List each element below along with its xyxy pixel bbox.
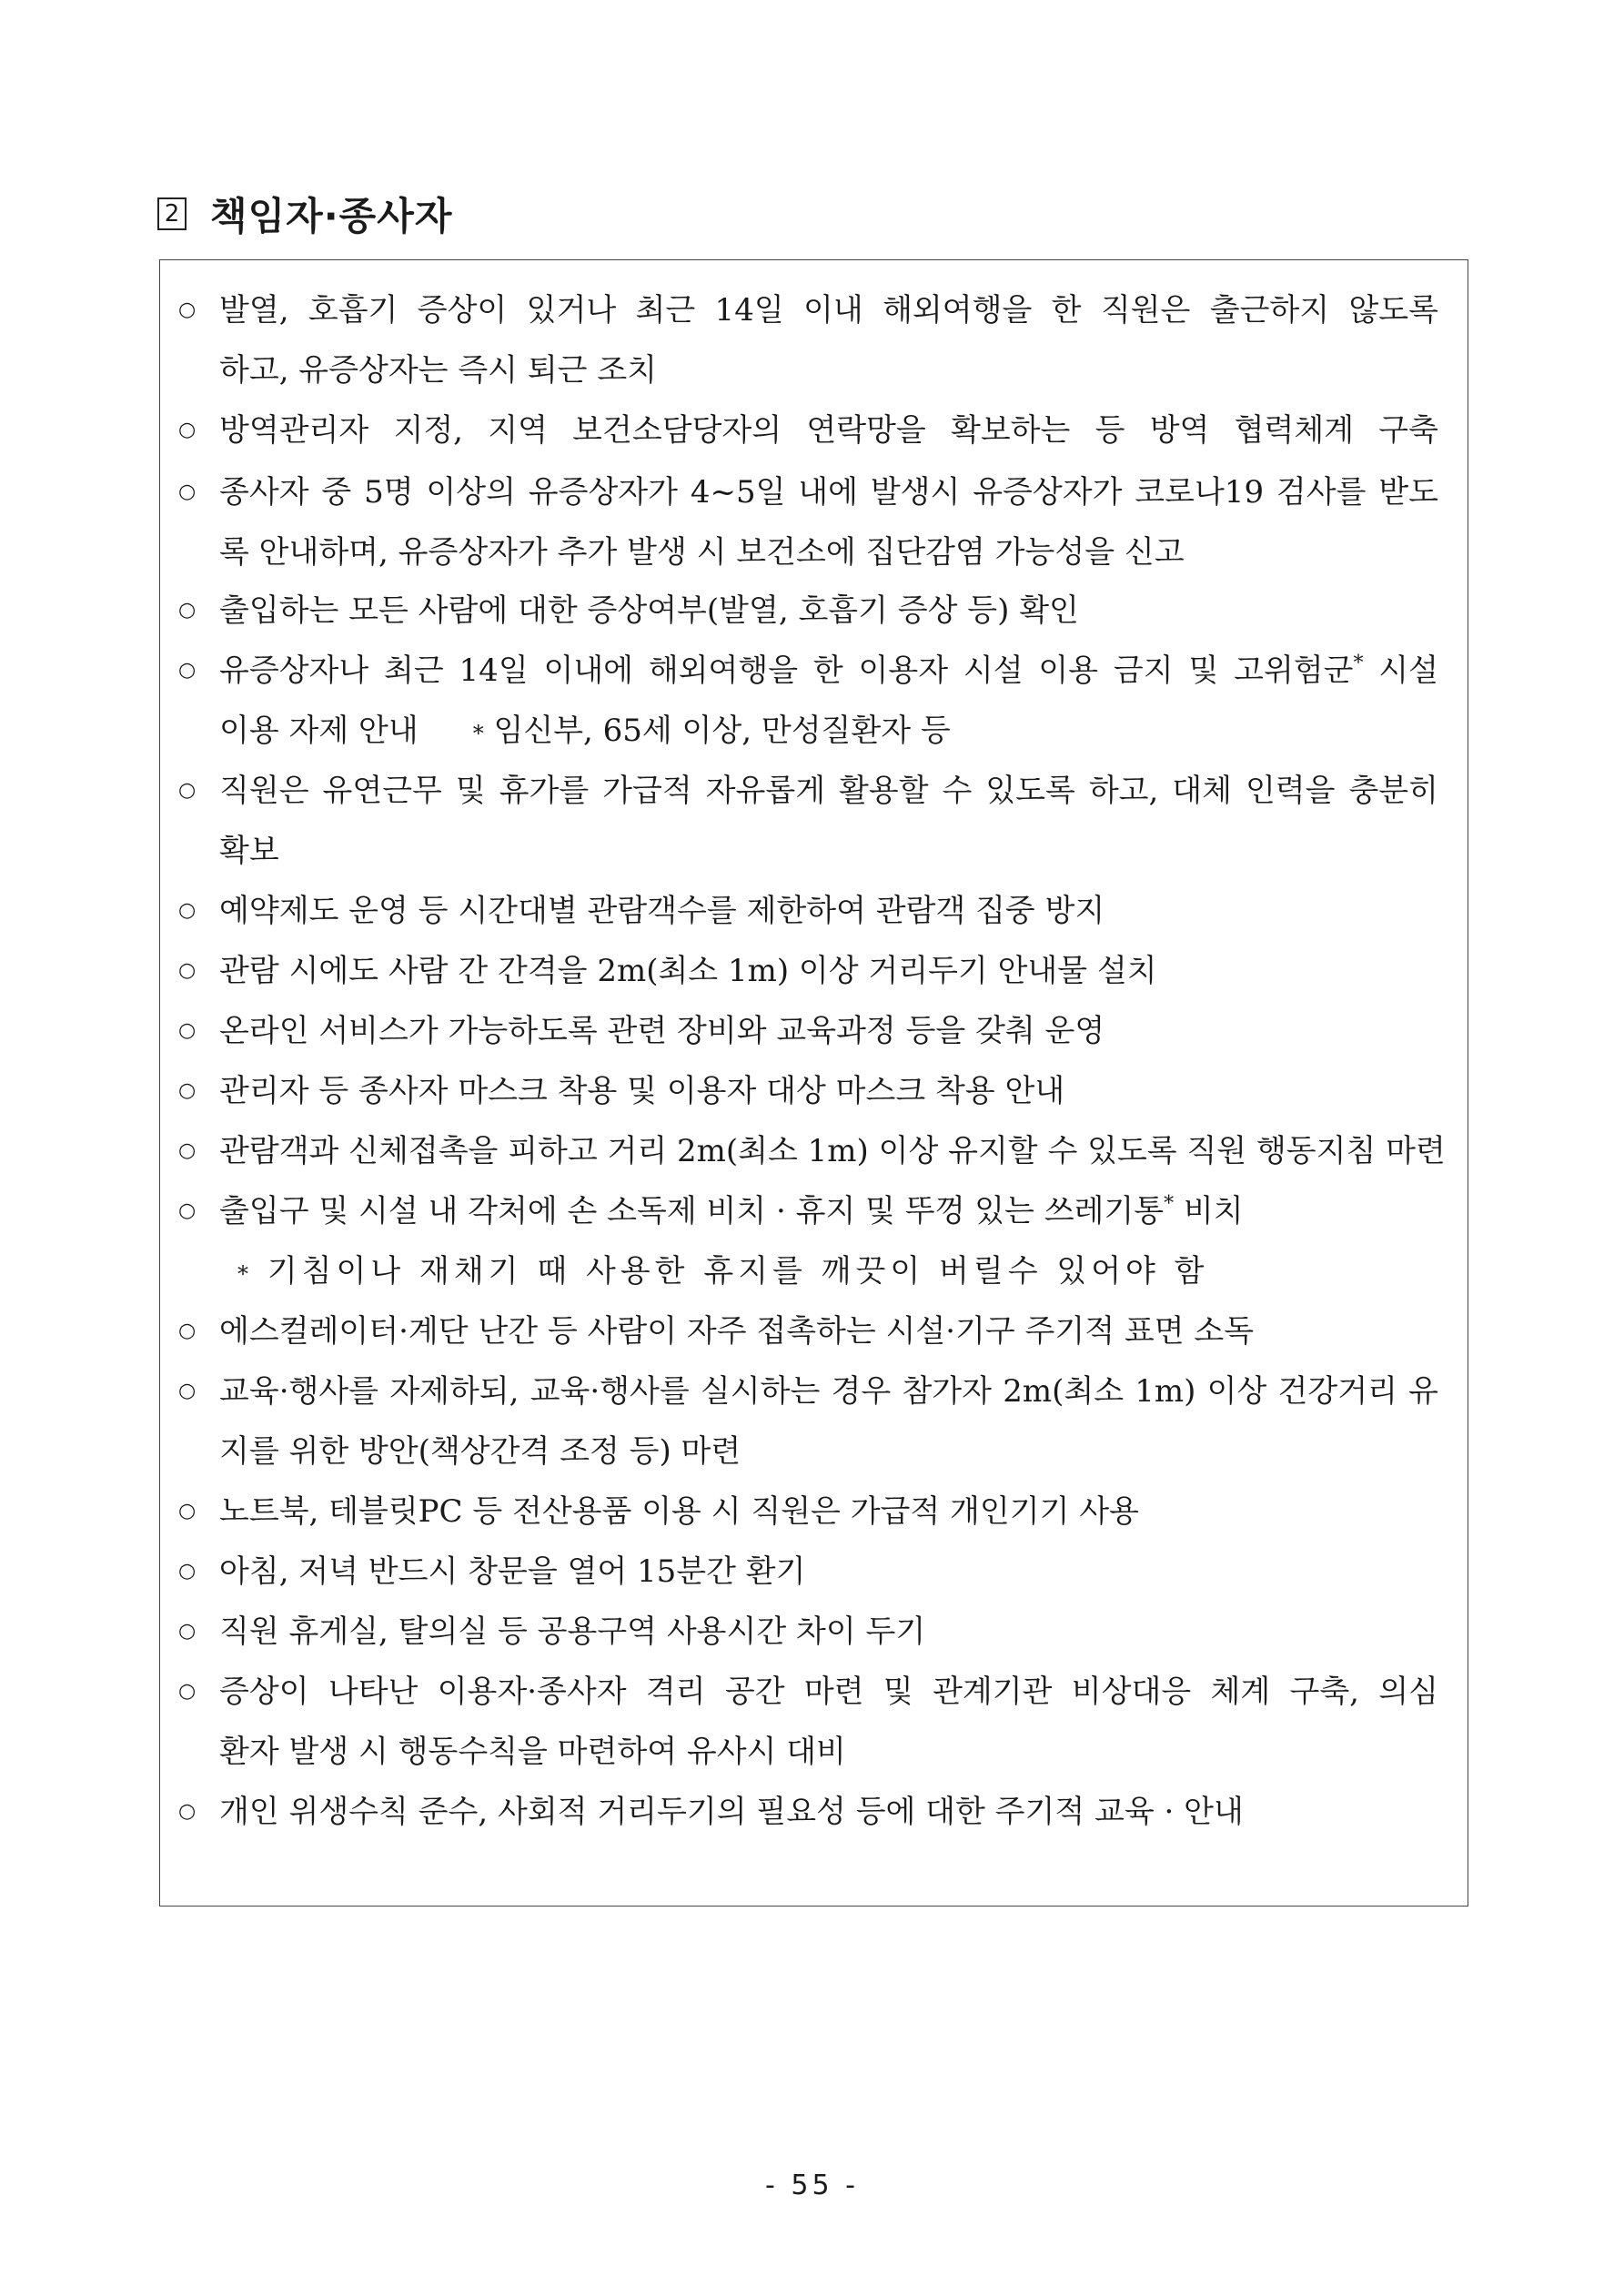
bullet-icon: ○ [178,1680,197,1703]
bullet-icon: ○ [178,1139,197,1162]
bullet-icon: ○ [178,1079,197,1102]
list-item-line: 직원은 유연근무 및 휴가를 가급적 자유롭게 활용할 수 있도록 하고, 대체 인력을 충분히 [219,773,1438,809]
bullet-icon: ○ [178,1620,197,1643]
list-item-line: 관람 시에도 사람 간 간격을 2m(최소 1m) 이상 거리두기 안내물 설치 [219,953,1157,989]
bullet-icon: ○ [178,1199,197,1222]
note-asterisk: * [237,1261,253,1287]
list-item-line: 에스컬레이터·계단 난간 등 사람이 자주 접촉하는 시설·기구 주기적 표면 소독 [219,1313,1255,1350]
list-item-line: 하고, 유증상자는 즉시 퇴근 조치 [219,352,658,389]
list-item-line: 종사자 중 5명 이상의 유증상자가 4~5일 내에 발생시 유증상자가 코로나19 검사를 받도 [219,474,1438,511]
list-item-line: 아침, 저녁 반드시 창문을 열어 15분간 환기 [219,1553,806,1590]
bullet-icon: ○ [178,659,197,682]
list-item-line: 증상이 나타난 이용자·종사자 격리 공간 마련 및 관계기관 비상대응 체계 구축, 의심 [219,1674,1438,1710]
list-item-line: 노트북, 테블릿PC 등 전산용품 이용 시 직원은 가급적 개인기기 사용 [219,1493,1139,1530]
list-item-line: 유증상자나 최근 14일 이내에 해외여행을 한 이용자 시설 이용 금지 및 고위험군* 시설 [219,652,1438,689]
list-item-line: 개인 위생수칙 준수, 사회적 거리두기의 필요성 등에 대한 주기적 교육 · 안내 [219,1794,1244,1830]
note-asterisk: * [472,721,484,746]
section-title: 책임자·종사자 [210,194,453,238]
list-item-line: 관람객과 신체접촉을 피하고 거리 2m(최소 1m) 이상 유지할 수 있도록 직원 행동지침 마련 [219,1133,1446,1169]
bullet-icon: ○ [178,959,197,982]
bullet-icon: ○ [178,298,197,321]
list-item-line: 온라인 서비스가 가능하도록 관련 장비와 교육과정 등을 갖춰 운영 [219,1013,1105,1049]
bullet-icon: ○ [178,1500,197,1522]
list-item-line: 록 안내하며, 유증상자가 추가 발생 시 보건소에 집단감염 가능성을 신고 [219,534,1185,571]
section-heading [157,187,452,241]
section-number-box: 2 [157,197,187,230]
list-item-line: 지를 위한 방안(책상간격 조정 등) 마련 [219,1433,741,1470]
bullet-icon: ○ [178,1560,197,1583]
bullet-icon: ○ [178,599,197,622]
bullet-icon: ○ [178,1019,197,1042]
bullet-icon: ○ [178,1320,197,1342]
content-box [159,259,1468,1907]
list-item-line: 직원 휴게실, 탈의실 등 공용구역 사용시간 차이 두기 [219,1613,926,1650]
list-item-line: 방역관리자 지정, 지역 보건소담당자의 연락망을 확보하는 등 방역 협력체계 구축 [219,412,1438,449]
list-item-line: 출입하는 모든 사람에 대한 증상여부(발열, 호흡기 증상 등) 확인 [219,592,1079,629]
bullet-icon: ○ [178,899,197,922]
list-item-line: 출입구 및 시설 내 각처에 손 소독제 비치 · 휴지 및 뚜껑 있는 쓰레기통* 비치 [219,1192,1244,1229]
footnote-star: * [1353,652,1364,675]
list-item-line: 이용 자제 안내 * 임신부, 65세 이상, 만성질환자 등 [219,713,951,749]
list-item-line: 예약제도 운영 등 시간대별 관람객수를 제한하여 관람객 집중 방지 [219,893,1105,929]
bullet-icon: ○ [178,1800,197,1823]
list-item-line: 교육·행사를 자제하되, 교육·행사를 실시하는 경우 참가자 2m(최소 1m) 이상 건강거리 유 [219,1373,1438,1410]
footnote-star: * [1164,1192,1175,1216]
bullet-icon: ○ [178,480,197,503]
inline-note: 임신부, 65세 이상, 만성질환자 등 [493,713,951,749]
list-item-line: 관리자 등 종사자 마스크 착용 및 이용자 대상 마스크 착용 안내 [219,1073,1065,1109]
bullet-icon: ○ [178,1380,197,1402]
list-item-line: 발열, 호흡기 증상이 있거나 최근 14일 이내 해외여행을 한 직원은 출근하지 않도록 [219,292,1438,329]
footnote: * 기침이나 재채기 때 사용한 휴지를 깨끗이 버릴수 있어야 함 [237,1253,1209,1290]
list-item-line: 확보 [219,833,279,869]
bullet-icon: ○ [178,779,197,802]
page-number: - 55 - [765,2170,859,2201]
bullet-icon: ○ [178,419,197,441]
list-item-line: 환자 발생 시 행동수칙을 마련하여 유사시 대비 [219,1734,846,1770]
